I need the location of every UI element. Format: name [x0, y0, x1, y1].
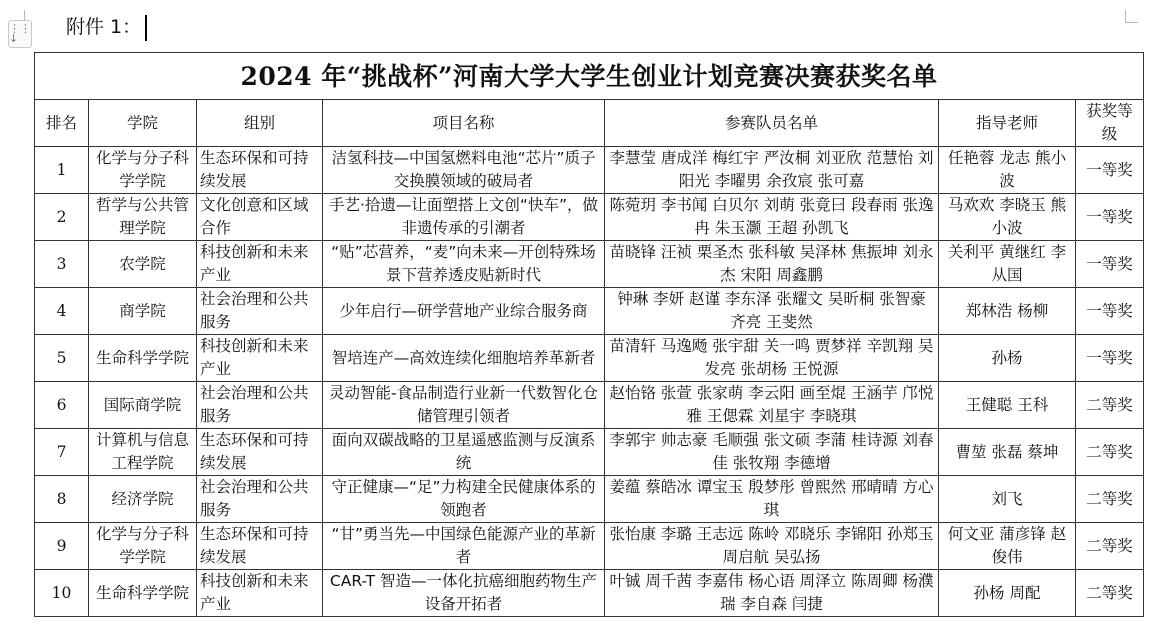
college-cell: 计算机与信息工程学院 [89, 429, 197, 476]
table-row [35, 194, 1144, 241]
college-cell: 经济学院 [89, 476, 197, 523]
table-row [35, 476, 1144, 523]
project-cell: 智培连产—高效连续化细胞培养革新者 [323, 335, 605, 382]
college-cell: 生命科学学院 [89, 570, 197, 617]
table-title: 2024 年“挑战杯”河南大学大学生创业计划竞赛决赛获奖名单 [35, 53, 1144, 100]
header-award: 获奖等级 [1076, 100, 1144, 147]
members-cell: 钟琳 李妍 赵谨 李东泽 张耀文 吴昕桐 张智豪 齐亮 王斐然 [605, 288, 939, 335]
college-cell: 农学院 [89, 241, 197, 288]
project-cell: 守正健康—“足”力构建全民健康体系的领跑者 [323, 476, 605, 523]
award-cell: 一等奖 [1076, 335, 1144, 382]
text-cursor [145, 15, 147, 41]
table-header-row [35, 100, 1144, 147]
header-members: 参赛队员名单 [605, 100, 939, 147]
advisors-cell: 任艳蓉 龙志 熊小波 [939, 147, 1076, 194]
rank-cell: 9 [35, 523, 89, 570]
award-table [34, 52, 1144, 617]
members-cell: 苗清轩 马逸飏 张宇甜 关一鸣 贾梦祥 辛凯翔 吴发亮 张胡杨 王悦源 [605, 335, 939, 382]
table-row [35, 241, 1144, 288]
college-cell: 生命科学学院 [89, 335, 197, 382]
rank-cell: 4 [35, 288, 89, 335]
rank-cell: 5 [35, 335, 89, 382]
group-cell: 社会治理和公共服务 [197, 476, 323, 523]
group-cell: 科技创新和未来产业 [197, 570, 323, 617]
table-row [35, 429, 1144, 476]
table-row [35, 382, 1144, 429]
members-cell: 赵怡铬 张萱 张家萌 李云阳 画至焜 王涵芋 邝悦雅 王偲霖 刘星宇 李晓琪 [605, 382, 939, 429]
rank-cell: 10 [35, 570, 89, 617]
page-corner-mark-right [1125, 10, 1138, 23]
members-cell: 苗晓锋 汪祯 栗圣杰 张科敏 吴泽林 焦振坤 刘永杰 宋阳 周鑫鹏 [605, 241, 939, 288]
project-cell: 少年启行—研学营地产业综合服务商 [323, 288, 605, 335]
header-college: 学院 [89, 100, 197, 147]
header-advisors: 指导老师 [939, 100, 1076, 147]
college-cell: 商学院 [89, 288, 197, 335]
award-cell: 二等奖 [1076, 476, 1144, 523]
advisors-cell: 马欢欢 李晓玉 熊小波 [939, 194, 1076, 241]
rank-cell: 6 [35, 382, 89, 429]
group-cell: 生态环保和可持续发展 [197, 147, 323, 194]
table-row [35, 147, 1144, 194]
group-cell: 科技创新和未来产业 [197, 335, 323, 382]
group-cell: 社会治理和公共服务 [197, 382, 323, 429]
rank-cell: 8 [35, 476, 89, 523]
project-cell: 灵动智能-食品制造行业新一代数智化仓储管理引领者 [323, 382, 605, 429]
award-cell: 二等奖 [1076, 523, 1144, 570]
advisors-cell: 曹堃 张磊 蔡坤 [939, 429, 1076, 476]
award-cell: 二等奖 [1076, 570, 1144, 617]
group-cell: 社会治理和公共服务 [197, 288, 323, 335]
award-cell: 一等奖 [1076, 194, 1144, 241]
members-cell: 李郭宇 帅志豪 毛顺强 张文硕 李蒲 桂诗源 刘春佳 张牧翔 李德增 [605, 429, 939, 476]
group-cell: 文化创意和区域合作 [197, 194, 323, 241]
advisors-cell: 王健聪 王科 [939, 382, 1076, 429]
college-cell: 化学与分子科学学院 [89, 147, 197, 194]
members-cell: 陈菀玥 李书闻 白贝尔 刘萌 张竟曰 段春雨 张逸冉 朱玉灏 王超 孙凯飞 [605, 194, 939, 241]
members-cell: 李慧莹 唐成洋 梅红宇 严汝桐 刘亚欣 范慧怡 刘阳光 李曜男 余孜宸 张可嘉 [605, 147, 939, 194]
advisors-cell: 孙杨 [939, 335, 1076, 382]
rank-cell: 2 [35, 194, 89, 241]
attachment-text: 附件 1： [66, 16, 142, 38]
award-cell: 二等奖 [1076, 429, 1144, 476]
table-move-handle-icon[interactable]: ⋮⋮ ↓ [8, 20, 32, 48]
college-cell: 国际商学院 [89, 382, 197, 429]
award-cell: 一等奖 [1076, 288, 1144, 335]
award-cell: 一等奖 [1076, 147, 1144, 194]
header-rank: 排名 [35, 100, 89, 147]
project-cell: 面向双碳战略的卫星遥感监测与反演系统 [323, 429, 605, 476]
project-cell: CAR-T 智造—一体化抗癌细胞药物生产设备开拓者 [323, 570, 605, 617]
award-cell: 一等奖 [1076, 241, 1144, 288]
project-cell: “贴”芯营养，“麦”向未来—开创特殊场景下营养透皮贴新时代 [323, 241, 605, 288]
group-cell: 科技创新和未来产业 [197, 241, 323, 288]
table-row [35, 288, 1144, 335]
table-row [35, 335, 1144, 382]
college-cell: 化学与分子科学学院 [89, 523, 197, 570]
rank-cell: 3 [35, 241, 89, 288]
header-project: 项目名称 [323, 100, 605, 147]
members-cell: 叶铖 周千茜 李嘉伟 杨心语 周泽立 陈周卿 杨濮瑞 李自森 闫捷 [605, 570, 939, 617]
advisors-cell: 孙杨 周配 [939, 570, 1076, 617]
table-row [35, 523, 1144, 570]
advisors-cell: 刘飞 [939, 476, 1076, 523]
members-cell: 张怡康 李璐 王志远 陈岭 邓晓乐 李锦阳 孙郑玉 周启航 吴弘扬 [605, 523, 939, 570]
award-cell: 二等奖 [1076, 382, 1144, 429]
advisors-cell: 郑林浩 杨柳 [939, 288, 1076, 335]
group-cell: 生态环保和可持续发展 [197, 523, 323, 570]
attachment-label[interactable] [66, 12, 147, 41]
project-cell: 洁氢科技—中国氢燃料电池“芯片”质子交换膜领域的破局者 [323, 147, 605, 194]
advisors-cell: 何文亚 蒲彦锋 赵俊伟 [939, 523, 1076, 570]
project-cell: 手艺·拾遗—让面塑搭上文创“快车”，做非遗传承的引潮者 [323, 194, 605, 241]
college-cell: 哲学与公共管理学院 [89, 194, 197, 241]
members-cell: 姜蕴 蔡皓冰 谭宝玉 殷梦彤 曾熙然 邢晴晴 方心琪 [605, 476, 939, 523]
advisors-cell: 关利平 黄继红 李从国 [939, 241, 1076, 288]
project-cell: “甘”勇当先—中国绿色能源产业的革新者 [323, 523, 605, 570]
group-cell: 生态环保和可持续发展 [197, 429, 323, 476]
rank-cell: 1 [35, 147, 89, 194]
rank-cell: 7 [35, 429, 89, 476]
table-row [35, 570, 1144, 617]
header-group: 组别 [197, 100, 323, 147]
